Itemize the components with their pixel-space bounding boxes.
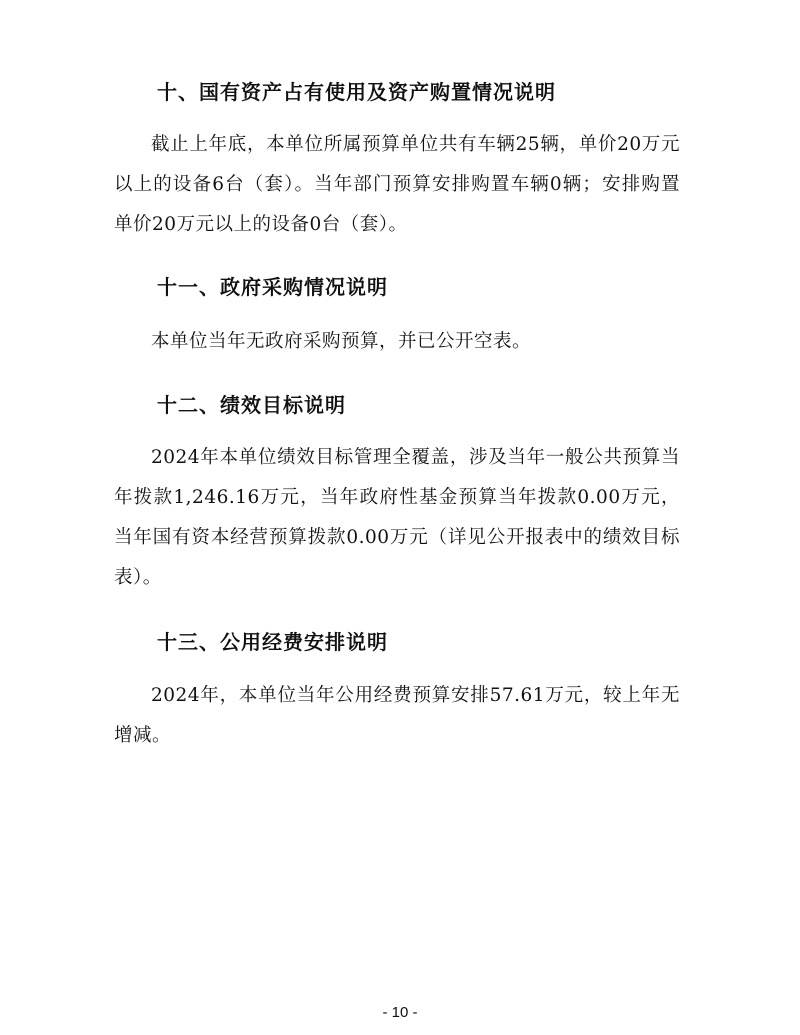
page-number: - 10 - <box>382 1004 418 1021</box>
section-heading-public-expenses: 十三、公用经费安排说明 <box>157 630 388 654</box>
section-body-asset-usage: 截止上年底，本单位所属预算单位共有车辆25辆，单价20万元以上的设备6台（套）。当年部门预算安排购置车辆0辆；安排购置单价20万元以上的设备0台（套）。 <box>114 134 680 235</box>
section-body-performance-goals: 2024年本单位绩效目标管理全覆盖，涉及当年一般公共预算当年拨款1,246.16万元，当年政府性基金预算当年拨款0.00万元，当年国有资本经营预算拨款0.00万元（详见公开报表中的绩效目标表）。 <box>114 447 680 588</box>
section-body-procurement: 本单位当年无政府采购预算，并已公开空表。 <box>151 331 532 352</box>
section-body-public-expenses: 2024年，本单位当年公用经费预算安排57.61万元，较上年无增减。 <box>114 685 680 746</box>
section-heading-performance-goals: 十二、绩效目标说明 <box>157 393 346 417</box>
section-heading-procurement: 十一、政府采购情况说明 <box>157 275 388 299</box>
section-heading-asset-usage: 十、国有资产占有使用及资产购置情况说明 <box>157 80 556 104</box>
